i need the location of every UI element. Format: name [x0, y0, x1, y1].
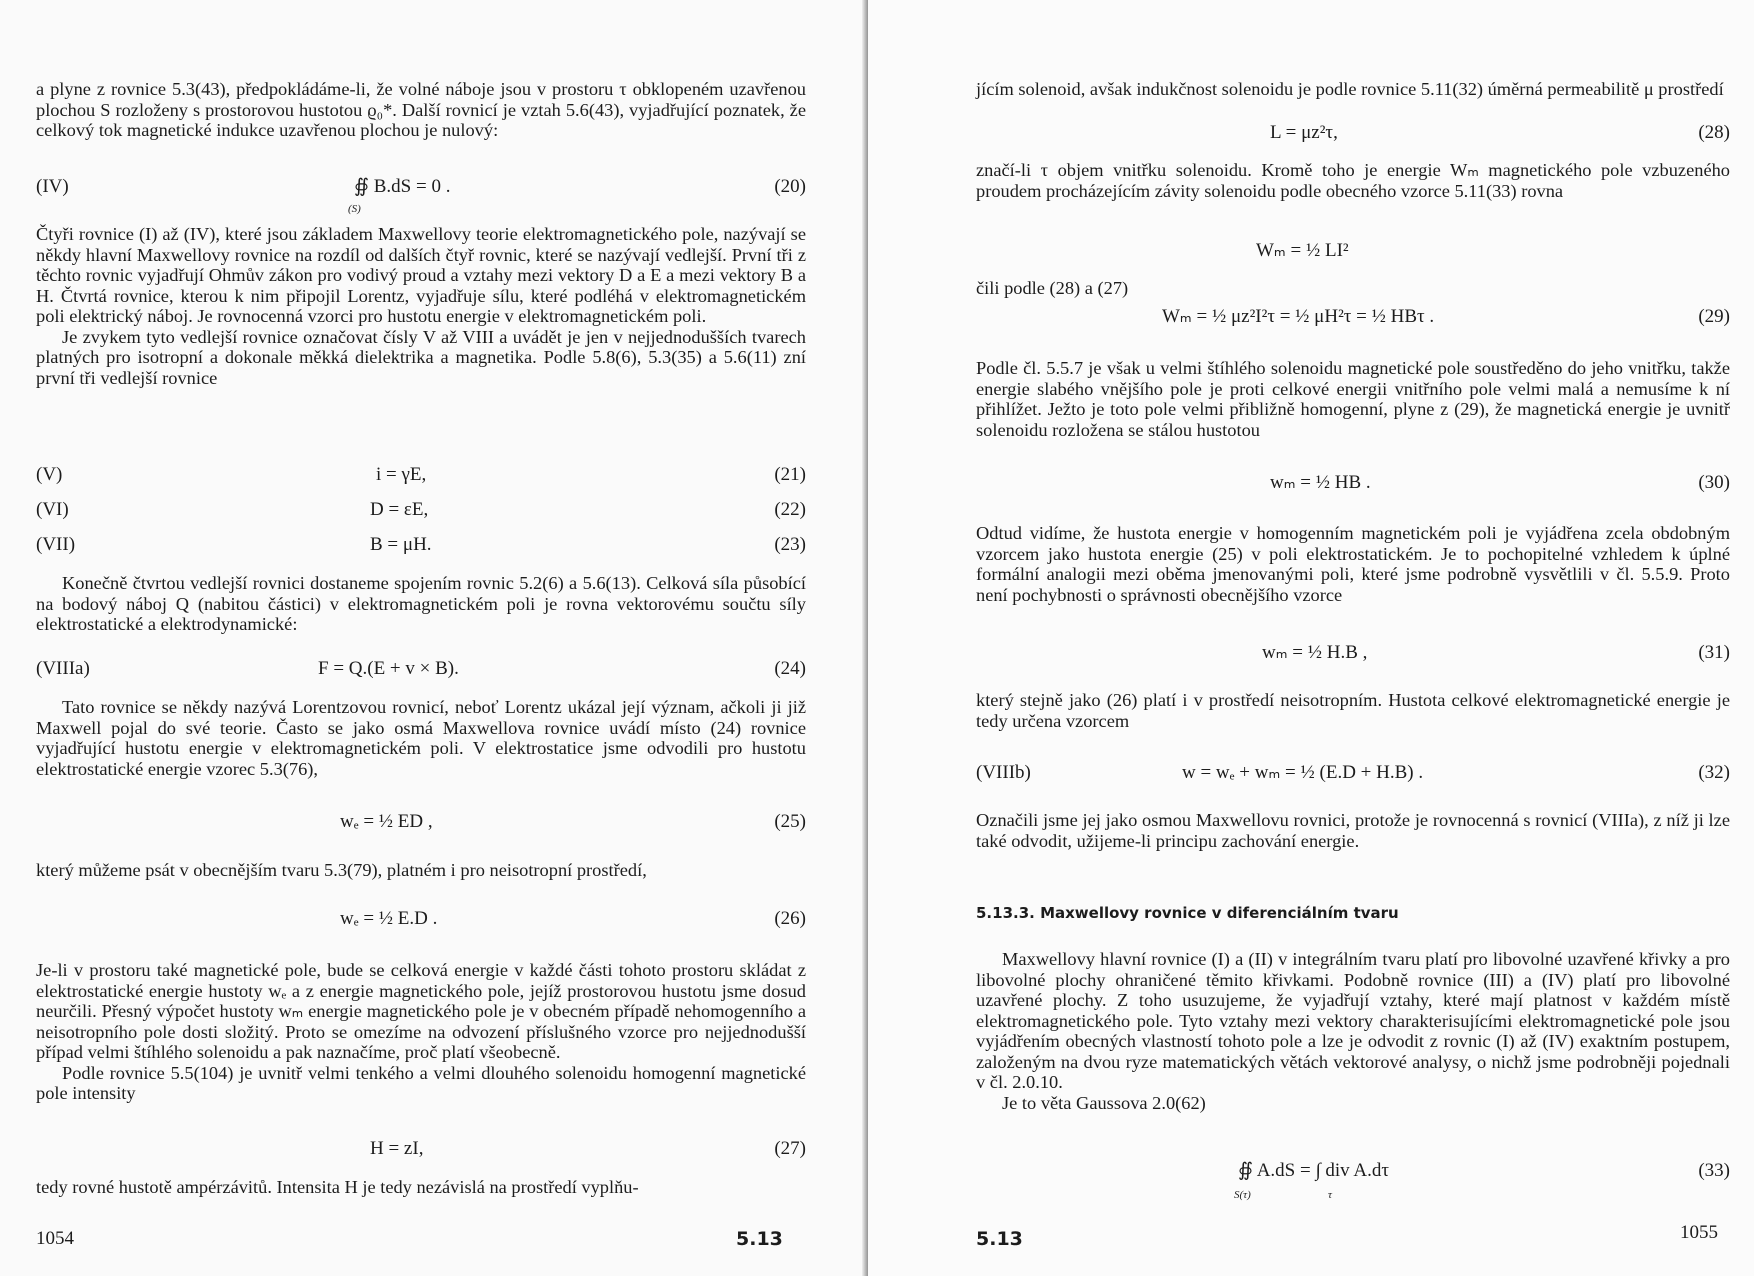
equation-tag: (VIIIa) [36, 658, 90, 679]
equation-energy [976, 240, 1730, 264]
paragraph [36, 79, 806, 141]
paragraph-text: Podle čl. 5.5.7 je však u velmi štíhlého solenoidu magnetické pole soustředěno do jeho vnitřku, takže energie slabého vnějšího pole je proti celkové energii vnitřního pole velmi malá a nemusíme k ní přihlížet. Ježto je toto pole velmi přibližně homogenní, plyne z (29), že magnetická energie je uvnitř solenoidu rozložena se stálou hustotou [976, 358, 1730, 440]
section-heading: 5.13.3. Maxwellovy rovnice v diferenciálním tvaru [976, 904, 1399, 922]
paragraph [976, 358, 1730, 440]
equation-body: wₘ = ½ H.B , [1262, 642, 1368, 663]
paragraph-text: Je zvykem tyto vedlejší rovnice označovat čísly V až VIII a uvádět je jen v nejjednodušších tvarech platných pro isotropní a dokonale měkká dielektrika a magnetika. Podle 5.8(6), 5.3(35) a 5.6(11) zní první tři vedlejší rovnice [36, 326, 806, 388]
equation-28 [976, 122, 1730, 146]
paragraph [976, 949, 1730, 1113]
paragraph-text: značí-li τ objem vnitřku solenoidu. Kromě toho je energie Wₘ magnetického pole vzbuzeného proudem procházejícím závity solenoidu podle obecného vzorce 5.11(33) rovna [976, 160, 1730, 201]
equation-number: (24) [774, 658, 806, 679]
paragraph [36, 1177, 806, 1198]
paragraph-text: Podle rovnice 5.5(104) je uvnitř velmi tenkého a velmi dlouhého solenoidu homogenní magnetické pole intensity [36, 1062, 806, 1103]
section-number: 5.13 [976, 1228, 1023, 1250]
equation-26 [36, 908, 806, 932]
equation-body: wₑ = ½ E.D . [340, 908, 438, 929]
equation-number: (20) [774, 176, 806, 197]
paragraph [36, 573, 806, 635]
paragraph-text: jícím solenoid, avšak indukčnost solenoidu je podle rovnice 5.11(32) úměrná permeabilitě μ prostředí [976, 79, 1724, 99]
equation-32 [976, 762, 1730, 786]
equation-tag: (VII) [36, 534, 76, 555]
paragraph [976, 523, 1730, 605]
integral-subscript: S(τ) [1234, 1189, 1251, 1201]
paragraph-text: tedy rovné hustotě ampérzávitů. Intensita H je tedy nezávislá na prostředí vyplňu- [36, 1177, 639, 1197]
equation-number: (32) [1698, 762, 1730, 783]
equation-number: (23) [774, 534, 806, 555]
equation-body: wₑ = ½ ED , [340, 811, 433, 832]
paragraph-text: Označili jsme jej jako osmou Maxwellovu rovnici, protože je rovnocenná s rovnicí (VIIIa), z níž ji lze také odvodit, užijeme-li principu zachování energie. [976, 810, 1730, 851]
equation-tag: (VIIIb) [976, 762, 1031, 783]
paragraph [976, 278, 1730, 299]
equation-number: (31) [1698, 642, 1730, 663]
equation-number: (25) [774, 811, 806, 832]
equation-body: w = wₑ + wₘ = ½ (E.D + H.B) . [1182, 762, 1424, 783]
section-number: 5.13 [736, 1228, 783, 1250]
paragraph-text: Je to věta Gaussova 2.0(62) [1002, 1092, 1206, 1113]
equation-number: (29) [1698, 306, 1730, 327]
equation-number: (30) [1698, 472, 1730, 493]
equation-body: ∯ B.dS = 0 . [354, 176, 451, 197]
equation-number: (26) [774, 908, 806, 929]
equation-31 [976, 642, 1730, 666]
equation-body: B = μH. [370, 534, 432, 555]
equation-body: i = γE, [376, 464, 427, 485]
paragraph-text: čili podle (28) a (27) [976, 278, 1129, 298]
equation-tag: (IV) [36, 176, 69, 197]
equation-number: (21) [774, 464, 806, 485]
paragraph-text: Konečně čtvrtou vedlejší rovnici dostaneme spojením rovnic 5.2(6) a 5.6(13). Celková síla působící na bodový náboj Q (nabitou částici) v elektromagnetickém poli je rovna vektorovému součtu síly elektrostatické a elektrodynamické: [36, 573, 806, 634]
equation-24 [36, 658, 806, 682]
equation-number: (33) [1698, 1160, 1730, 1181]
equation-29 [976, 306, 1730, 330]
right-page [868, 0, 1754, 1276]
left-page [0, 0, 868, 1276]
paragraph-text: Tato rovnice se někdy nazývá Lorentzovou rovnicí, neboť Lorentz ukázal její význam, ačkoli ji již Maxwell pojal do své teorie. Často se jako osmá Maxwellova rovnice uvádí místo (24) rovnice vyjadřující hustotu energie v elektromagnetickém poli. V elektrostatice jsme odvodili pro hustotu elektrostatické energie vzorec 5.3(76), [36, 697, 806, 779]
equation-23 [36, 534, 806, 558]
page-number: 1055 [1680, 1222, 1718, 1243]
equation-body: L = μz²τ, [1270, 122, 1338, 143]
equation-number: (22) [774, 499, 806, 520]
equation-tag: (VI) [36, 499, 69, 520]
paragraph-text: Je-li v prostoru také magnetické pole, bude se celková energie v každé části tohoto prostoru skládat z elektrostatické energie hustoty wₑ a z energie magnetického pole, jejíž prostorovou hustotu jsme dosud neurčili. Přesný výpočet hustoty wₘ energie magnetického pole je v obecném případě nehomogenního a neisotropního pole dosti složitý. Proto se omezíme na odvození příslušného vzorce pro nejjednodušší případ velmi štíhlého solenoidu a pak naznačíme, proč platí všeobecně. [36, 960, 806, 1062]
equation-number: (27) [774, 1138, 806, 1159]
equation-30 [976, 472, 1730, 496]
integral-subscript: (S) [348, 203, 361, 215]
equation-33 [976, 1160, 1730, 1201]
equation-body: wₘ = ½ HB . [1270, 472, 1371, 493]
paragraph-text: který stejně jako (26) platí i v prostředí neisotropním. Hustota celkové elektromagnetické energie je tedy určena vzorcem [976, 690, 1730, 731]
equation-number: (28) [1698, 122, 1730, 143]
equation-body: Wₘ = ½ μz²I²τ = ½ μH²τ = ½ HBτ . [1162, 306, 1435, 327]
paragraph-text: Odtud vidíme, že hustota energie v homogenním magnetickém poli je vyjádřena zcela obdobným vzorcem jako hustota energie (25) v poli elektrostatickém. Je to pochopitelné vzhledem k úplné formální analogii mezi oběma jmenovanými poli, které jsme podrobně vysvětlili v čl. 5.5.9. Proto není pochybnosti o správnosti obecnějšího vzorce [976, 523, 1730, 605]
equation-body: H = zI, [370, 1138, 424, 1159]
page-number: 1054 [36, 1228, 74, 1249]
paragraph-text: Čtyři rovnice (I) až (IV), které jsou základem Maxwellovy teorie elektromagnetického pole, nazývají se někdy hlavní Maxwellovy rovnice na rozdíl od dalších čtyř rovnic, které se nazývají vedlejší. První tři z těchto rovnic vyjadřují Ohmův zákon pro vodivý proud a vztahy mezi vektory D a E a mezi vektory B a H. Čtvrtá rovnice, kterou k nim připojil Lorentz, vyjadřuje sílu, které podléhá v elektromagnetickém poli elektrický náboj. Je rovnocenná vzorci pro hustotu energie v elektromagnetickém poli. [36, 224, 806, 326]
equation-21 [36, 464, 806, 488]
equation-body: D = εE, [370, 499, 429, 520]
paragraph-text: který můžeme psát v obecnějším tvaru 5.3(79), platném i pro neisotropní prostředí, [36, 860, 647, 880]
paragraph [976, 79, 1730, 100]
paragraph [36, 224, 806, 388]
paragraph [36, 697, 806, 779]
paragraph [36, 860, 806, 881]
paragraph-text: Maxwellovy hlavní rovnice (I) a (II) v integrálním tvaru platí pro libovolné uzavřené křivky a pro libovolné plochy ohraničené těmito křivkami. Podobně rovnice (III) a (IV) platí pro libovolné uzavřené plochy. Z toho usuzujeme, že vyjadřují vztahy, které mají platnost v každém místě elektromagnetického pole. Tyto vztahy mezi vektory charakterisujícími elektromagnetické pole jsou vyjádřením obecných vlastností tohoto pole a lze je odvodit z rovnic (I) až (IV) exaktním postupem, založeným na dvou ryze matematických větách vektorové analysy, o nichž jsme podrobněji pojednali v čl. 2.0.10. [976, 949, 1730, 1092]
paragraph [976, 690, 1730, 731]
equation-27 [36, 1138, 806, 1162]
paragraph [36, 960, 806, 1104]
equation-20 [36, 176, 806, 216]
equation-body: F = Q.(E + v × B). [318, 658, 459, 679]
equation-tag: (V) [36, 464, 63, 485]
equation-body: ∯ A.dS = ∫ div A.dτ [1238, 1160, 1389, 1181]
paragraph [976, 160, 1730, 201]
equation-22 [36, 499, 806, 523]
paragraph-text: a plyne z rovnice 5.3(43), předpokládáme-li, že volné náboje jsou v prostoru τ obklopeném uzavřenou plochou S rozloženy s prostorovou hustotou ϱ₀*. Další rovnicí je vztah 5.6(43), vyjadřující poznatek, že celkový tok magnetické indukce uzavřenou plochou je nulový: [36, 79, 806, 140]
integral-subscript: τ [1328, 1189, 1332, 1201]
equation-25 [36, 811, 806, 835]
paragraph [976, 810, 1730, 851]
equation-body: Wₘ = ½ LI² [1256, 240, 1349, 261]
